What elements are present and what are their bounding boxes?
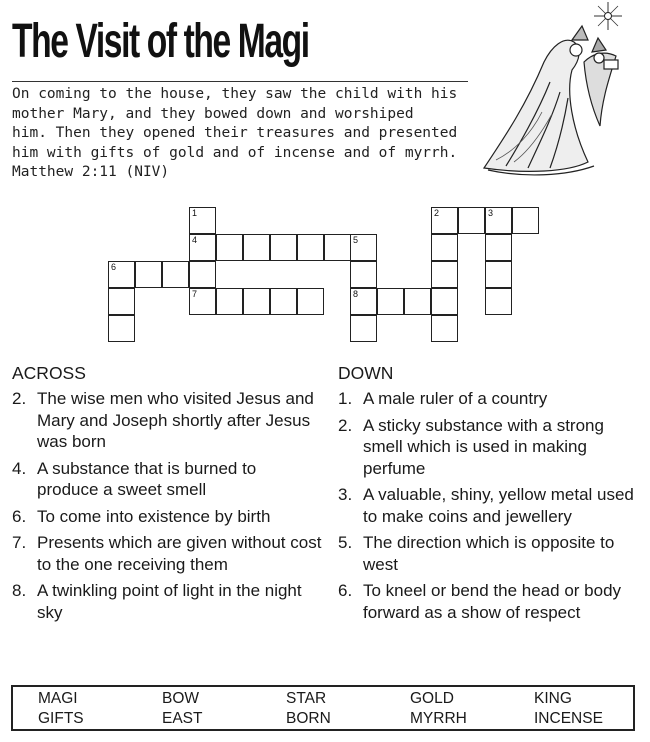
clue-item [12, 388, 322, 453]
crossword-cell[interactable] [431, 207, 458, 234]
clue-item-text: A substance that is burned to produce a sweet smell [37, 458, 257, 499]
crossword-cell[interactable] [485, 261, 512, 288]
clue-number: 8 [353, 289, 359, 299]
clue-number: 1 [192, 208, 198, 218]
crossword-cell[interactable] [350, 234, 377, 261]
crossword-cell[interactable] [216, 288, 243, 315]
clue-item-text: The direction which is opposite to west [363, 533, 615, 574]
clue-item-number: 6. [338, 581, 353, 600]
crossword-cell[interactable] [485, 207, 512, 234]
clue-item-number: 7. [12, 533, 27, 552]
verse-line: him with gifts of gold and of incense and of myrrh. [12, 144, 458, 161]
clue-number: 6 [111, 262, 117, 272]
clue-item-text: A male ruler of a country [363, 389, 548, 408]
crossword-grid[interactable] [0, 0, 650, 360]
clue-item-number: 2. [338, 415, 353, 435]
crossword-cell[interactable] [324, 234, 351, 261]
crossword-cell[interactable] [404, 288, 431, 315]
word-bank-word: EAST [162, 710, 203, 727]
verse-line: mother Mary, and they bowed down and worshiped [12, 105, 414, 122]
crossword-cell[interactable] [189, 288, 216, 315]
crossword-cell[interactable] [135, 261, 162, 288]
down-clues [338, 362, 638, 628]
word-bank-word: BOW [162, 690, 200, 707]
verse-reference: Matthew 2:11 (NIV) [12, 164, 170, 180]
clue-item-text: The wise men who visited Jesus and Mary and Joseph shortly after Jesus was born [37, 389, 314, 451]
clue-number: 7 [192, 289, 198, 299]
crossword-cell[interactable] [297, 288, 324, 315]
clue-item [338, 580, 638, 623]
clue-item [338, 484, 638, 527]
across-heading: ACROSS [12, 363, 86, 383]
crossword-cell[interactable] [431, 234, 458, 261]
crossword-cell[interactable] [216, 234, 243, 261]
crossword-cell[interactable] [108, 261, 135, 288]
clue-item-number: 8. [12, 581, 27, 600]
word-bank-word: MYRRH [410, 710, 467, 727]
clue-item [12, 532, 322, 575]
crossword-cell[interactable] [189, 234, 216, 261]
crossword-cell[interactable] [431, 288, 458, 315]
crossword-cell[interactable] [270, 288, 297, 315]
clue-number: 4 [192, 235, 198, 245]
clue-item-number: 3. [338, 485, 353, 504]
clue-item [12, 458, 322, 501]
crossword-cell[interactable] [350, 315, 377, 342]
verse-line: On coming to the house, they saw the child with his [12, 86, 458, 102]
clue-item-number: 2. [12, 389, 27, 408]
word-bank-word: GIFTS [38, 710, 84, 727]
clue-item-text: A sticky substance with a strong smell which is used in making perfume [363, 415, 604, 478]
crossword-cell[interactable] [108, 315, 135, 342]
clue-number: 3 [488, 208, 494, 218]
down-heading: DOWN [338, 363, 394, 383]
crossword-cell[interactable] [431, 261, 458, 288]
clue-item [338, 415, 638, 480]
page-title: The Visit of the Magi [12, 15, 309, 68]
across-clues [12, 362, 322, 628]
clue-number: 5 [353, 235, 359, 245]
clue-item-text: A twinkling point of light in the night sky [37, 581, 302, 622]
word-bank [11, 685, 635, 731]
clue-item-text: Presents which are given without cost to the one receiving them [37, 533, 322, 574]
crossword-cell[interactable] [485, 234, 512, 261]
word-bank-word: STAR [286, 690, 327, 707]
clue-item [338, 388, 638, 410]
clue-item-number: 4. [12, 458, 27, 478]
word-bank-word: BORN [286, 710, 331, 727]
clue-item-number: 5. [338, 533, 353, 552]
crossword-cell[interactable] [108, 288, 135, 315]
crossword-cell[interactable] [458, 207, 485, 234]
clue-item [12, 506, 322, 528]
clue-item-number: 6. [12, 506, 27, 526]
crossword-cell[interactable] [485, 288, 512, 315]
clue-number: 2 [434, 208, 440, 218]
crossword-cell[interactable] [189, 261, 216, 288]
clue-item [12, 580, 322, 623]
crossword-cell[interactable] [512, 207, 539, 234]
crossword-cell[interactable] [270, 234, 297, 261]
crossword-cell[interactable] [431, 315, 458, 342]
clue-item-text: To come into existence by birth [37, 506, 271, 526]
word-bank-word: INCENSE [534, 710, 603, 727]
crossword-cell[interactable] [297, 234, 324, 261]
word-bank-word: GOLD [410, 690, 454, 707]
crossword-cell[interactable] [162, 261, 189, 288]
clue-item-text: A valuable, shiny, yellow metal used to make coins and jewellery [363, 485, 634, 526]
crossword-cell[interactable] [350, 261, 377, 288]
clue-item [338, 532, 638, 575]
word-bank-word: MAGI [38, 690, 78, 707]
crossword-cell[interactable] [243, 234, 270, 261]
clue-item-number: 1. [338, 389, 353, 408]
crossword-cell[interactable] [377, 288, 404, 315]
crossword-cell[interactable] [243, 288, 270, 315]
verse-line: him. Then they opened their treasures and presented [12, 125, 458, 141]
crossword-cell[interactable] [189, 207, 216, 234]
clue-item-text: To kneel or bend the head or body forward as a show of respect [363, 581, 622, 622]
word-bank-word: KING [534, 690, 572, 707]
crossword-cell[interactable] [350, 288, 377, 315]
